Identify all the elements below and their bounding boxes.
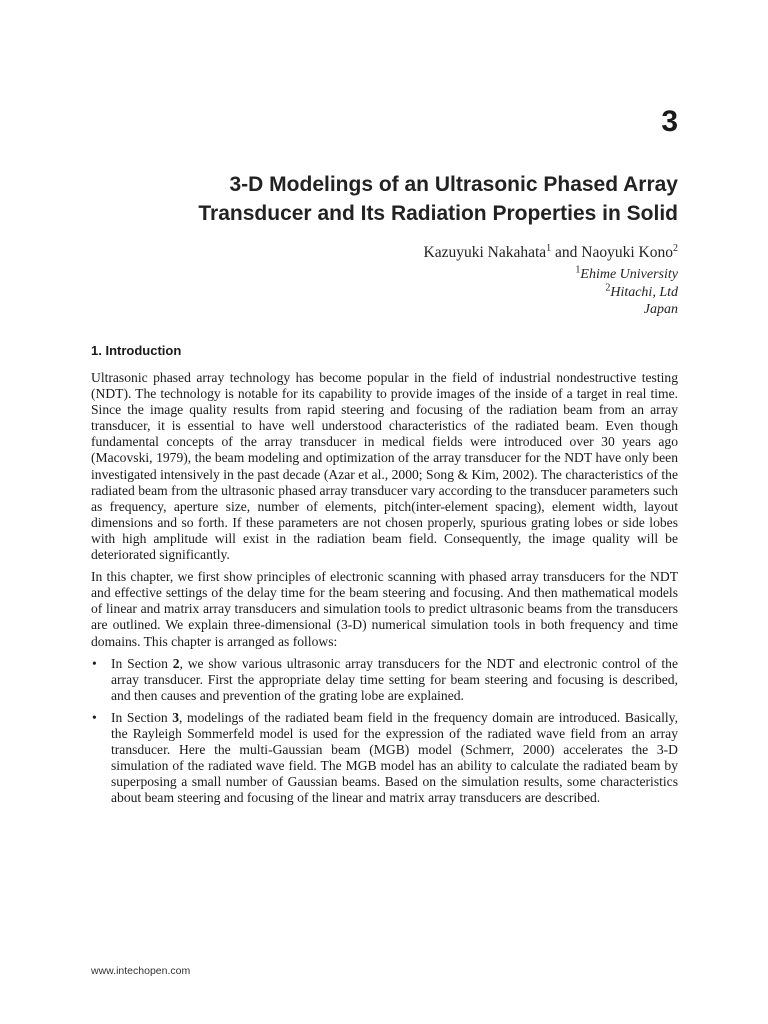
chapter-number: 3 bbox=[661, 105, 678, 138]
list-item-prefix: In Section bbox=[111, 709, 173, 725]
chapter-title-line-1: 3-D Modelings of an Ultrasonic Phased Array bbox=[229, 173, 678, 196]
affiliation-2 bbox=[424, 281, 679, 302]
affiliation-country-name: Japan bbox=[643, 302, 678, 317]
affiliation-1-name: Ehime University bbox=[580, 267, 678, 282]
chapter-outline-list bbox=[91, 656, 678, 807]
paragraph-1: Ultrasonic phased array technology has become popular in the field of industrial nondestructive testing (NDT). The technology is notable for its capability to provide images of the inside of a target in real time. Since the image quality results from rapid steering and focusing of the radiation beam from an array transducer, it is essential to have well understood characteristics of the radiated beam. Even though fundamental concepts of the array transducer in medical fields were introduced over 30 years ago (Macovski, 1979), the beam modeling and optimization of the array transducer for the NDT have only been investigated intensively in the past decade (Azar et al., 2000; Song & Kim, 2002). The characteristics of the radiated beam from the ultrasonic phased array transducer vary according to the transducer parameters such as frequency, aperture size, number of elements, pitch(inter-element spacing), element width, layout dimensions and so forth. If these parameters are not chosen properly, spurious grating lobes or side lobes with high amplitude will exist in the radiation beam field. Consequently, the image quality will be deteriorated significantly. bbox=[91, 370, 678, 563]
affiliation-country bbox=[424, 301, 679, 319]
bullet-icon: • bbox=[92, 655, 97, 671]
footer-url-link[interactable]: www.intechopen.com bbox=[91, 965, 191, 977]
author-block bbox=[424, 242, 679, 319]
list-item-text: , modelings of the radiated beam field in the frequency domain are introduced. Basically, the Rayleigh Sommerfeld model is used for the expression of the radiated wave field from an array transducer. Here the multi-Gaussian beam (MGB) model (Schmerr, 2000) accelerates the 3-D simulation of the radiated wave field. The MGB model has an ability to calculate the radiated beam by superposing a small number of Gaussian beams. Based on the simulation results, some characteristics about beam steering and focusing of the linear and matrix array transducers are described. bbox=[111, 709, 678, 806]
list-item-text: , we show various ultrasonic array transducers for the NDT and electronic control of the array transducer. First the appropriate delay time setting for beam steering and focusing is described, and then causes and prevention of the grating lobe are explained. bbox=[111, 655, 678, 703]
affiliation-2-mark: 2 bbox=[605, 281, 611, 293]
chapter-body bbox=[91, 342, 678, 812]
list-item bbox=[91, 710, 678, 807]
section-number: 3 bbox=[172, 709, 180, 725]
author-list bbox=[424, 242, 679, 264]
chapter-title-line-2: Transducer and Its Radiation Properties in Solid bbox=[198, 202, 678, 225]
affiliation-1 bbox=[424, 266, 679, 284]
affiliation-2-name: Hitachi, Ltd bbox=[610, 284, 678, 300]
author-2: Naoyuki Kono bbox=[581, 244, 673, 261]
bullet-icon: • bbox=[92, 709, 97, 725]
section-heading-introduction: 1. Introduction bbox=[91, 343, 182, 358]
affiliation-1-mark: 1 bbox=[575, 264, 581, 276]
list-item-prefix: In Section bbox=[111, 655, 173, 671]
author-1-affiliation-mark: 1 bbox=[546, 242, 552, 254]
section-number: 2 bbox=[172, 655, 180, 671]
paragraph-2: In this chapter, we first show principles of electronic scanning with phased array transducers for the NDT and effective settings of the delay time for the beam steering and focusing. And then mathematical models of linear and matrix array transducers and simulation tools to predict ultrasonic beams from the transducers are outlined. We explain three-dimensional (3-D) numerical simulation tools in both frequency and time domains. This chapter is arranged as follows: bbox=[91, 569, 678, 649]
author-1: Kazuyuki Nakahata bbox=[423, 244, 547, 261]
author-joiner: and bbox=[551, 244, 582, 261]
author-2-affiliation-mark: 2 bbox=[673, 242, 678, 254]
chapter-title bbox=[78, 170, 678, 228]
list-item bbox=[91, 656, 678, 704]
